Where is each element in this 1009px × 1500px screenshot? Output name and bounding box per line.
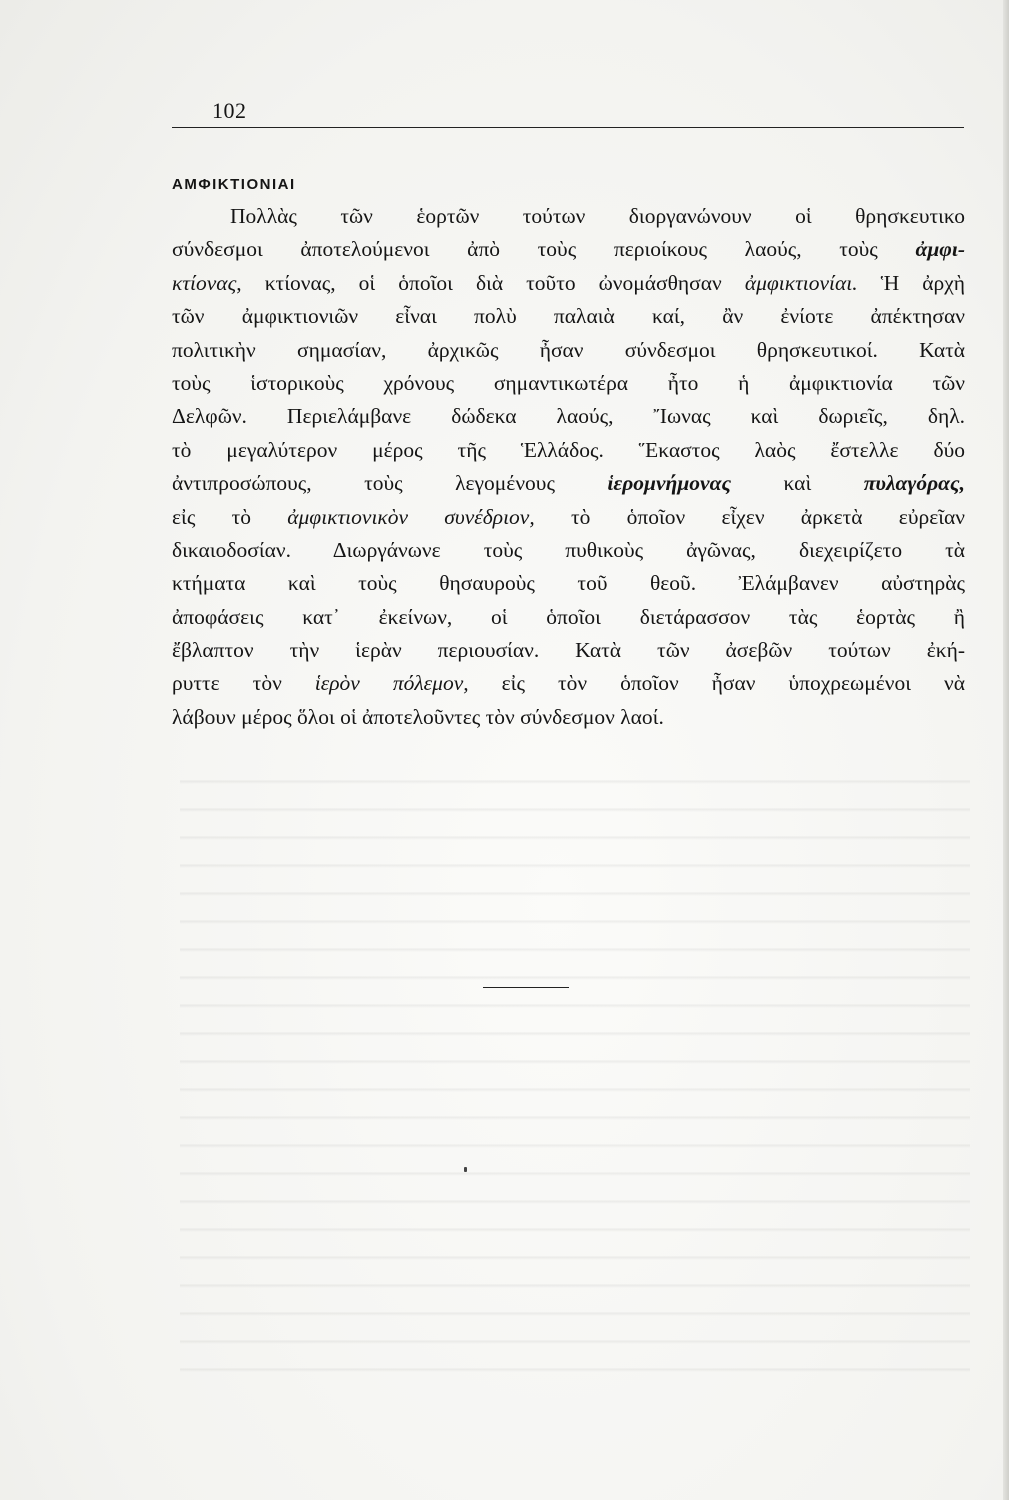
text-line: σύνδεσμοι ἀποτελούμενοι ἀπὸ τοὺς περιοίκους λαούς, τοὺς ἀμφι- <box>172 237 965 262</box>
header-rule <box>172 127 964 128</box>
text-line: ἀποφάσεις κατ᾽ ἐκείνων, οἱ ὁποῖοι διετάρασσον τὰς ἑορτὰς ἢ <box>172 604 965 629</box>
keyword-term: ἀμφικτιονικὸν συνέδριον, <box>287 504 535 529</box>
page-number: 102 <box>212 98 247 123</box>
text-line: ρυττε τὸν ἱερὸν πόλεμον, εἰς τὸν ὁποῖον ἦσαν ὑποχρεωμένοι νὰ <box>172 671 965 696</box>
section-heading: ΑΜΦΙΚΤΙΟΝΙΑΙ <box>172 176 296 193</box>
keyword-term: πυλαγόρας, <box>863 471 966 496</box>
keyword-term-continued: κτίονας <box>172 270 237 295</box>
keyword-term: ἱερομνήμονας <box>607 471 732 496</box>
text-line: ἀντιπροσώπους, τοὺς λεγομένους ἱερομνήμονας καὶ πυλαγόρας, <box>172 471 966 496</box>
keyword-term: ἱερὸν πόλεμον, <box>314 671 469 696</box>
text-line: κτίονας, κτίονας, οἱ ὁποῖοι διὰ τοῦτο ὠνομάσθησαν ἀμφικτιονίαι. Ἡ ἀρχὴ <box>172 270 966 295</box>
page-binding-edge <box>1003 0 1009 1500</box>
text-line: τοὺς ἱστορικοὺς χρόνους σημαντικωτέρα ἦτο ἡ ἀμφικτιονία τῶν <box>172 370 965 395</box>
section-end-rule <box>483 987 569 988</box>
text-line: Πολλὰς τῶν ἑορτῶν τούτων διοργανώνουν οἱ θρησκευτικο <box>230 204 965 228</box>
text-line: δικαιοδοσίαν. Διωργάνωνε τοὺς πυθικοὺς ἀγῶνας, διεχειρίζετο τὰ <box>172 537 965 562</box>
text-line: ἔβλαπτον τὴν ἱερὰν περιουσίαν. Κατὰ τῶν ἀσεβῶν τούτων ἐκή- <box>172 638 965 663</box>
text-line: Δελφῶν. Περιελάμβανε δώδεκα λαούς, Ἴωνας καὶ δωριεῖς, δηλ. <box>172 404 965 429</box>
text-line: τῶν ἀμφικτιονιῶν εἶναι πολὺ παλαιὰ καί, ἂν ἐνίοτε ἀπέκτησαν <box>172 304 965 329</box>
text-line: κτήματα καὶ τοὺς θησαυροὺς τοῦ θεοῦ. Ἐλάμβανεν αὐστηρὰς <box>172 571 965 596</box>
body-paragraph <box>172 200 965 734</box>
keyword-term: ἀμφι- <box>915 237 965 262</box>
text-line: τὸ μεγαλύτερον μέρος τῆς Ἑλλάδος. Ἕκαστος λαὸς ἔστελλε δύο <box>172 437 965 462</box>
text-line: λάβουν μέρος ὅλοι οἱ ἀποτελοῦντες τὸν σύνδεσμον λαοί. <box>172 704 664 729</box>
text-line: πολιτικὴν σημασίαν, ἀρχικῶς ἦσαν σύνδεσμοι θρησκευτικοί. Κατὰ <box>172 337 965 362</box>
text-line: εἰς τὸ ἀμφικτιονικὸν συνέδριον, τὸ ὁποῖον εἶχεν ἀρκετὰ εὐρεῖαν <box>172 504 966 529</box>
keyword-term: ἀμφικτιονίαι. <box>744 270 858 295</box>
scan-speck <box>464 1167 467 1172</box>
bleed-through-text <box>180 760 970 1380</box>
